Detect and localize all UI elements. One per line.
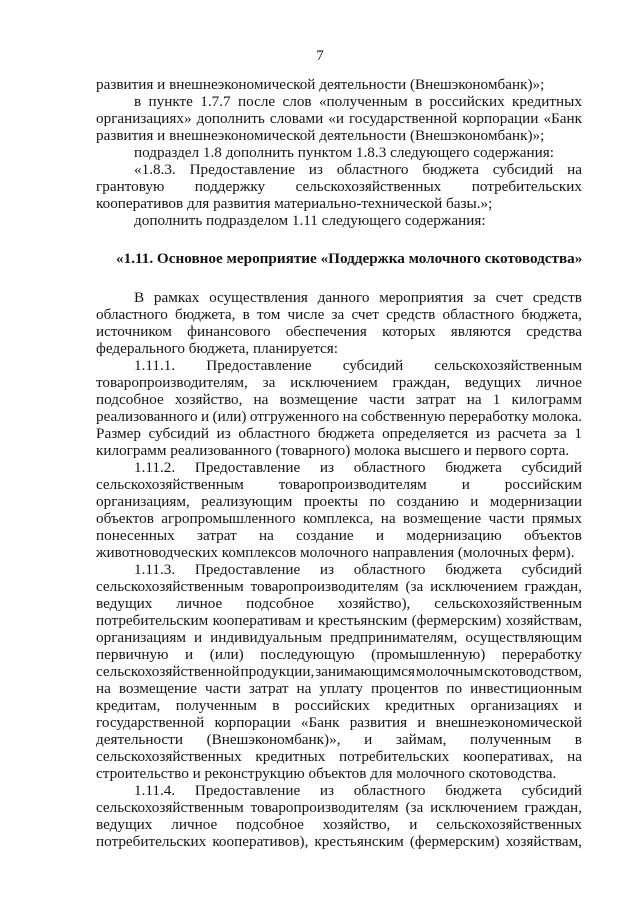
word: части — [204, 680, 241, 697]
word: переработку — [448, 408, 529, 425]
word: за — [262, 374, 276, 391]
word: 1 — [574, 425, 582, 442]
word: сельскохозяйственным — [96, 578, 244, 595]
word: осуществляющим — [465, 629, 582, 646]
word: и — [305, 612, 314, 629]
word: хозяйствам, — [505, 612, 582, 629]
word: после — [237, 93, 276, 110]
word: субсидий — [148, 425, 210, 442]
word: мероприятия — [379, 289, 464, 306]
word: словами — [269, 110, 324, 127]
word: товаропроизводителям — [250, 799, 399, 816]
word: областного — [353, 459, 426, 476]
word: и — [409, 816, 418, 833]
word: Предоставление — [206, 357, 312, 374]
word: подсобное — [246, 595, 314, 612]
text-line — [96, 561, 582, 578]
word: по — [446, 680, 463, 697]
word: (Внешэкономбанк)», — [206, 731, 341, 748]
word: грантовую — [96, 178, 165, 195]
word: областного — [96, 306, 168, 323]
word: граждан, — [524, 578, 582, 595]
word: в — [574, 731, 582, 748]
word: комплекса, — [302, 510, 374, 527]
word: скотоводством, — [484, 663, 582, 680]
word: поддержку — [194, 178, 266, 195]
word: которых — [382, 323, 436, 340]
word: областного — [353, 782, 426, 799]
word: (фермерским) — [409, 833, 500, 850]
word: части — [368, 391, 405, 408]
text-line: килограмм реализованного (товарного) молока высшего и первого сорта. — [96, 442, 570, 459]
text-line — [96, 391, 582, 408]
word: подсобное — [236, 816, 304, 833]
word: из — [475, 425, 491, 442]
text-line — [96, 459, 582, 476]
word: первичную — [96, 646, 169, 663]
word: «и — [328, 110, 344, 127]
word: дополнить — [196, 110, 265, 127]
word: на — [567, 748, 582, 765]
word: кредитных — [255, 748, 326, 765]
word: товаропроизводителям — [278, 476, 427, 493]
word: средств — [532, 289, 582, 306]
text-line — [96, 680, 582, 697]
word: исключением — [430, 799, 518, 816]
word: В — [134, 289, 145, 306]
word: и — [573, 697, 582, 714]
document-body — [96, 76, 582, 850]
paragraph-1-11-1 — [96, 357, 582, 459]
word: потребительским — [96, 612, 209, 629]
word: кредитам, — [96, 697, 161, 714]
word: государственной — [348, 110, 458, 127]
text-line: дополнить подразделом 1.11 следующего содержания: — [134, 212, 486, 229]
word: подсобное — [96, 391, 164, 408]
word: являются — [450, 323, 512, 340]
word: «Банк — [300, 714, 340, 731]
word: индивидуальным — [210, 629, 323, 646]
word: из — [319, 459, 335, 476]
word: личное — [535, 374, 582, 391]
word: расчета — [497, 425, 547, 442]
paragraph-1-11-3 — [96, 561, 582, 782]
word: последующую — [260, 646, 355, 663]
text-line — [96, 289, 582, 306]
word: товаропроизводителям, — [96, 374, 248, 391]
word: бюджета — [445, 782, 502, 799]
word: областного — [336, 161, 409, 178]
paragraph-1-11-2 — [96, 459, 582, 561]
word: агропромышленного — [161, 510, 296, 527]
word: (фермерским) — [411, 612, 502, 629]
word: затрат — [248, 680, 289, 697]
paragraph-continuation — [96, 76, 582, 93]
paragraph-intro — [96, 289, 582, 357]
word: возмещение — [279, 391, 358, 408]
word: процентов — [370, 680, 439, 697]
paragraph-amend-1-11 — [96, 212, 582, 229]
text-line — [96, 663, 582, 680]
word: организациям, — [96, 493, 190, 510]
word: из — [216, 425, 231, 442]
text-line: животноводческих комплексов молочного направления (молочных ферм). — [96, 544, 575, 561]
word: бюджета — [422, 161, 479, 178]
text-line — [96, 833, 582, 850]
word: (промышленную) — [371, 646, 486, 663]
word: российским — [504, 476, 582, 493]
word: пункте — [148, 93, 193, 110]
word: займам, — [395, 731, 447, 748]
word: из — [319, 561, 335, 578]
word: 1 — [492, 391, 501, 408]
word: за — [331, 306, 345, 323]
word: занимающимся — [315, 663, 415, 680]
word: проекты — [303, 493, 359, 510]
text-line — [96, 527, 582, 544]
word: обеспечения — [285, 323, 367, 340]
section-heading-1-11: «1.11. Основное мероприятие «Поддержка молочного скотоводства» — [116, 250, 583, 267]
word: корпорации — [214, 714, 291, 731]
word: на — [258, 527, 274, 544]
word: и — [364, 731, 373, 748]
word: бюджета, — [175, 306, 236, 323]
word: из — [319, 782, 335, 799]
word: ведущих — [96, 595, 153, 612]
word: рамках — [153, 289, 200, 306]
word: субсидий — [492, 161, 554, 178]
word: субсидий — [521, 561, 582, 578]
word: бюджета, — [521, 306, 582, 323]
word: сельскохозяйственным — [434, 595, 582, 612]
word: килограмм — [511, 391, 582, 408]
word: на — [380, 510, 396, 527]
word: инвестиционным — [470, 680, 582, 697]
word: прямых — [531, 510, 582, 527]
word: в — [134, 93, 142, 110]
word: продукции, — [240, 663, 315, 680]
word: ведущих — [96, 816, 153, 833]
word: внешнеэкономической — [435, 714, 582, 731]
word: полученным — [470, 731, 552, 748]
word: в — [272, 697, 280, 714]
word: молока. — [532, 408, 582, 425]
word: части — [488, 510, 525, 527]
word: личное — [176, 595, 223, 612]
word: потребительских — [96, 833, 207, 850]
word: «Банк — [543, 110, 582, 127]
word: 1.11.4. — [134, 782, 176, 799]
word: реализующим — [201, 493, 293, 510]
word: «1.8.3. — [134, 161, 176, 178]
word: счет — [351, 306, 379, 323]
text-line — [96, 748, 582, 765]
word: областного — [238, 425, 311, 442]
word: организациям — [96, 629, 187, 646]
text-line: кооперативов для развития материально-технической базы.»; — [96, 195, 493, 212]
word: граждан, — [392, 374, 450, 391]
paragraph-1-8-3 — [96, 161, 582, 212]
word: данного — [317, 289, 370, 306]
word: по — [369, 493, 386, 510]
word: крестьянским — [314, 833, 404, 850]
word: финансового — [187, 323, 271, 340]
text-line — [96, 93, 582, 110]
page-number: 7 — [316, 48, 324, 64]
word: и — [201, 408, 210, 425]
word: субсидий — [521, 782, 582, 799]
word: потребительских — [471, 178, 582, 195]
word: возмещение — [402, 510, 482, 527]
word: и — [470, 493, 479, 510]
word: модернизации — [489, 493, 582, 510]
word: созданию — [396, 493, 459, 510]
word: и — [185, 646, 194, 663]
word: товаропроизводителям — [250, 578, 399, 595]
word: 1.11.3. — [134, 561, 176, 578]
text-line — [96, 799, 582, 816]
word: организациях — [470, 697, 559, 714]
word: понесенных — [96, 527, 175, 544]
word: хозяйствам, — [505, 833, 582, 850]
word: Размер — [96, 425, 141, 442]
word: собственную — [360, 408, 446, 425]
text-line — [96, 476, 582, 493]
text-line — [96, 595, 582, 612]
word: сельскохозяйственным — [434, 357, 582, 374]
word: и — [417, 714, 426, 731]
word: сельскохозяйственных — [96, 748, 242, 765]
word: кооперативах, — [462, 748, 554, 765]
text-line: подраздел 1.8 дополнить пунктом 1.8.3 следующего содержания: — [134, 144, 554, 161]
text-line — [96, 629, 582, 646]
word: на — [253, 391, 269, 408]
text-line — [96, 578, 582, 595]
word: хозяйство, — [322, 816, 391, 833]
word: на — [567, 161, 582, 178]
word: российских — [429, 93, 505, 110]
word: средств — [386, 306, 436, 323]
word: источником — [96, 323, 172, 340]
word: потребительских — [339, 748, 450, 765]
word: затрат — [415, 391, 456, 408]
word: субсидий — [342, 357, 404, 374]
text-line — [96, 731, 582, 748]
word: средства — [526, 323, 582, 340]
text-line — [96, 510, 582, 527]
word: создание — [296, 527, 354, 544]
word: Предоставление — [194, 561, 301, 578]
text-line — [96, 816, 582, 833]
word: граждан, — [524, 799, 582, 816]
word: на — [96, 680, 111, 697]
word: осуществления — [209, 289, 308, 306]
word: модернизацию — [406, 527, 502, 544]
text-line — [96, 782, 582, 799]
word: развития — [349, 714, 408, 731]
word: на — [296, 680, 312, 697]
text-line — [96, 306, 582, 323]
word: деятельности — [96, 731, 183, 748]
word: полученным — [175, 697, 257, 714]
text-line — [96, 374, 582, 391]
word: на — [466, 391, 482, 408]
word: сельскохозяйственной — [96, 663, 240, 680]
word: (за — [405, 799, 424, 816]
word: областного — [353, 561, 426, 578]
word: и — [194, 629, 203, 646]
word: ведущих — [464, 374, 522, 391]
word: в — [415, 93, 423, 110]
word: слов — [282, 93, 312, 110]
word: 1.11.2. — [134, 459, 176, 476]
word: бюджета — [445, 459, 502, 476]
word: числе — [287, 306, 325, 323]
word: 1.11.1. — [134, 357, 176, 374]
word: личное — [171, 816, 218, 833]
word: исключением — [430, 578, 518, 595]
text-line — [96, 161, 582, 178]
word: российских — [294, 697, 370, 714]
word: государственной — [96, 714, 205, 731]
word: кредитных — [512, 93, 582, 110]
text-line: федерального бюджета, планируется: — [96, 340, 339, 357]
text-line: развития и внешнеэкономической деятельности (Внешэкономбанк)»; — [96, 76, 545, 93]
paragraph-amend-1-7-7 — [96, 93, 582, 144]
paragraph-amend-1-8 — [96, 144, 582, 161]
word: переработку — [501, 646, 582, 663]
word: том — [256, 306, 281, 323]
word: и — [461, 476, 470, 493]
text-line: строительство и реконструкцию объектов для молочного скотоводства. — [96, 765, 557, 782]
word: кредитных — [385, 697, 456, 714]
word: хозяйство, — [174, 391, 243, 408]
word: уплату — [319, 680, 363, 697]
text-line — [96, 110, 582, 127]
word: сельскохозяйственных — [295, 178, 442, 195]
word: возмещение — [118, 680, 198, 697]
word: сельскохозяйственным — [96, 476, 244, 493]
word: корпорации — [462, 110, 539, 127]
word: из — [308, 161, 323, 178]
word: областного — [442, 306, 515, 323]
word: 1.7.7 — [200, 93, 231, 110]
text-line — [96, 714, 582, 731]
word: сельскохозяйственных — [436, 816, 582, 833]
text-line — [96, 612, 582, 629]
word: отгруженного — [249, 408, 340, 425]
word: определяется — [382, 425, 469, 442]
word: объектов — [96, 510, 154, 527]
text-line — [96, 425, 582, 442]
text-line — [96, 493, 582, 510]
word: и — [375, 527, 385, 544]
word: Предоставление — [194, 782, 301, 799]
text-line — [96, 357, 582, 374]
text-line — [96, 646, 582, 663]
word: затрат — [196, 527, 237, 544]
word: предпринимателям, — [330, 629, 458, 646]
word: в — [242, 306, 250, 323]
text-line — [96, 408, 582, 425]
word: бюджета — [317, 425, 375, 442]
word: сельскохозяйственным — [96, 799, 244, 816]
word: организациях» — [96, 110, 192, 127]
word: исключением — [290, 374, 378, 391]
word: субсидий — [521, 459, 582, 476]
word: за — [553, 425, 567, 442]
word: за — [473, 289, 486, 306]
word: кооперативам — [212, 612, 302, 629]
text-line: развития и внешнеэкономической деятельности (Внешэкономбанк)»; — [96, 127, 545, 144]
word: кооперативов), — [212, 833, 309, 850]
word: бюджета — [445, 561, 502, 578]
paragraph-1-11-4 — [96, 782, 582, 850]
word: объектов — [524, 527, 582, 544]
word: счет — [495, 289, 524, 306]
word: Предоставление — [194, 459, 301, 476]
word: Предоставление — [189, 161, 295, 178]
word: «полученным — [318, 93, 408, 110]
word: (или) — [209, 646, 244, 663]
word: (или) — [212, 408, 247, 425]
word: реализованного — [96, 408, 198, 425]
word: молочным — [415, 663, 484, 680]
text-line — [96, 697, 582, 714]
word: (за — [405, 578, 424, 595]
word: хозяйство), — [337, 595, 411, 612]
word: крестьянским — [317, 612, 408, 629]
word: на — [342, 408, 358, 425]
text-line — [96, 178, 582, 195]
text-line — [96, 323, 582, 340]
